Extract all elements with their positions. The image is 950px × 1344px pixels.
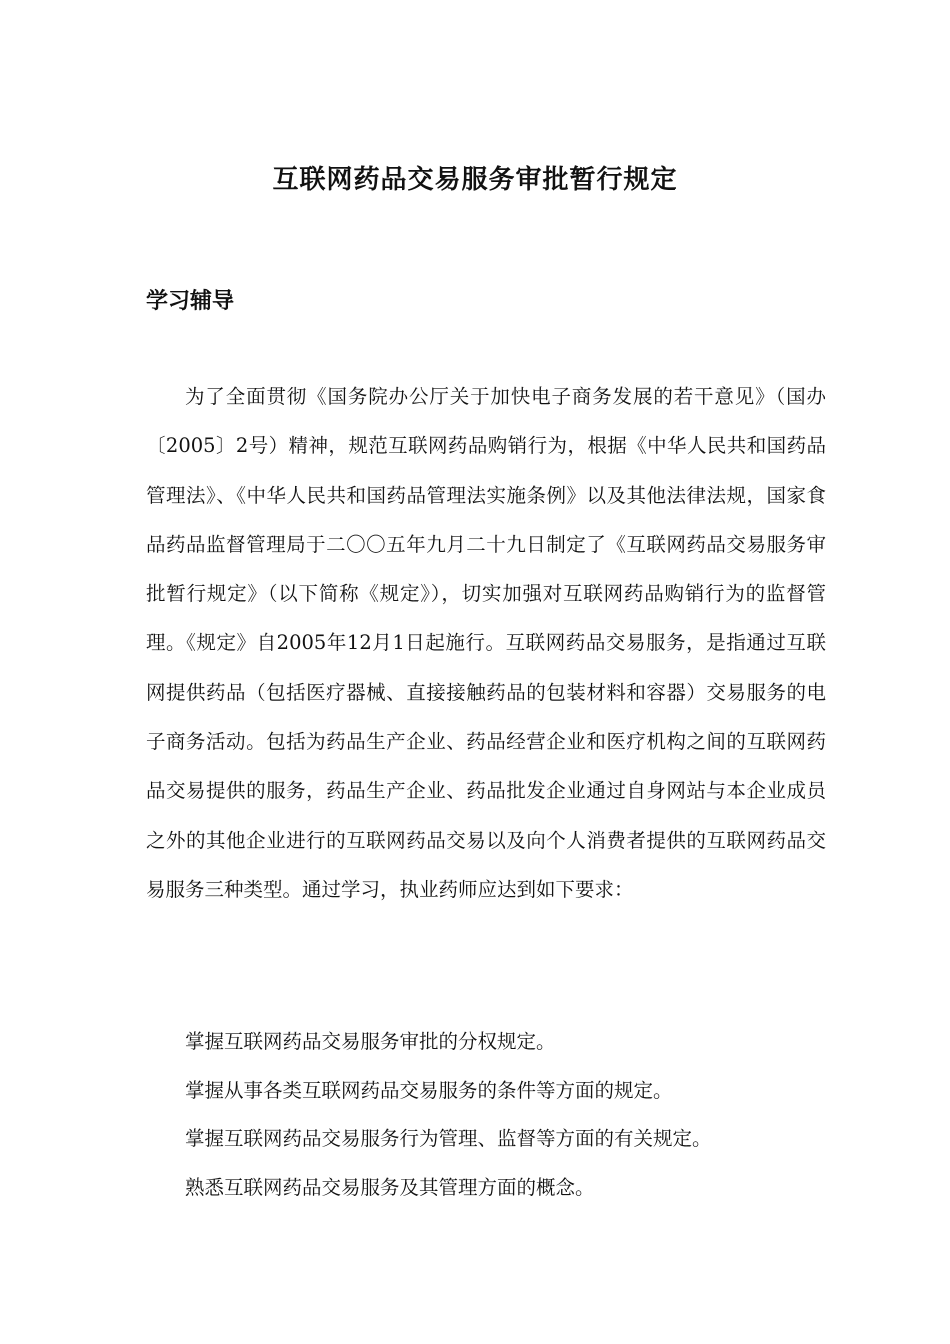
- requirement-item: 掌握互联网药品交易服务行为管理、监督等方面的有关规定。: [185, 1127, 712, 1150]
- section-heading: 学习辅导: [146, 289, 235, 314]
- intro-paragraph: 为了全面贯彻《国务院办公厅关于加快电子商务发展的若干意见》（国办〔2005〕2号）精神，规范互联网药品购销行为，根据《中华人民共和国药品管理法》、《中华人民共和国药品管理法实施条例》以及其他法律法规，国家食品药品监督管理局于二〇〇五年九月二十九日制定了《互联网药品交易服务审批暂行规定》（以下简称《规定》），切实加强对互联网药品购销行为的监督管理。《规定》自2005年12月1日起施行。互联网药品交易服务，是指通过互联网提供药品（包括医疗器械、直接接触药品的包装材料和容器）交易服务的电子商务活动。包括为药品生产企业、药品经营企业和医疗机构之间的互联网药品交易提供的服务，药品生产企业、药品批发企业通过自身网站与本企业成员之外的其他企业进行的互联网药品交易以及向个人消费者提供的互联网药品交易服务三种类型。通过学习，执业药师应达到如下要求：: [146, 385, 826, 901]
- requirement-item: 掌握从事各类互联网药品交易服务的条件等方面的规定。: [185, 1078, 673, 1102]
- requirements-list: [146, 1018, 826, 1212]
- requirement-item: 掌握互联网药品交易服务审批的分权规定。: [185, 1030, 556, 1053]
- document-title: 互联网药品交易服务审批暂行规定: [272, 165, 678, 195]
- requirement-item: 熟悉互联网药品交易服务及其管理方面的概念。: [185, 1175, 595, 1199]
